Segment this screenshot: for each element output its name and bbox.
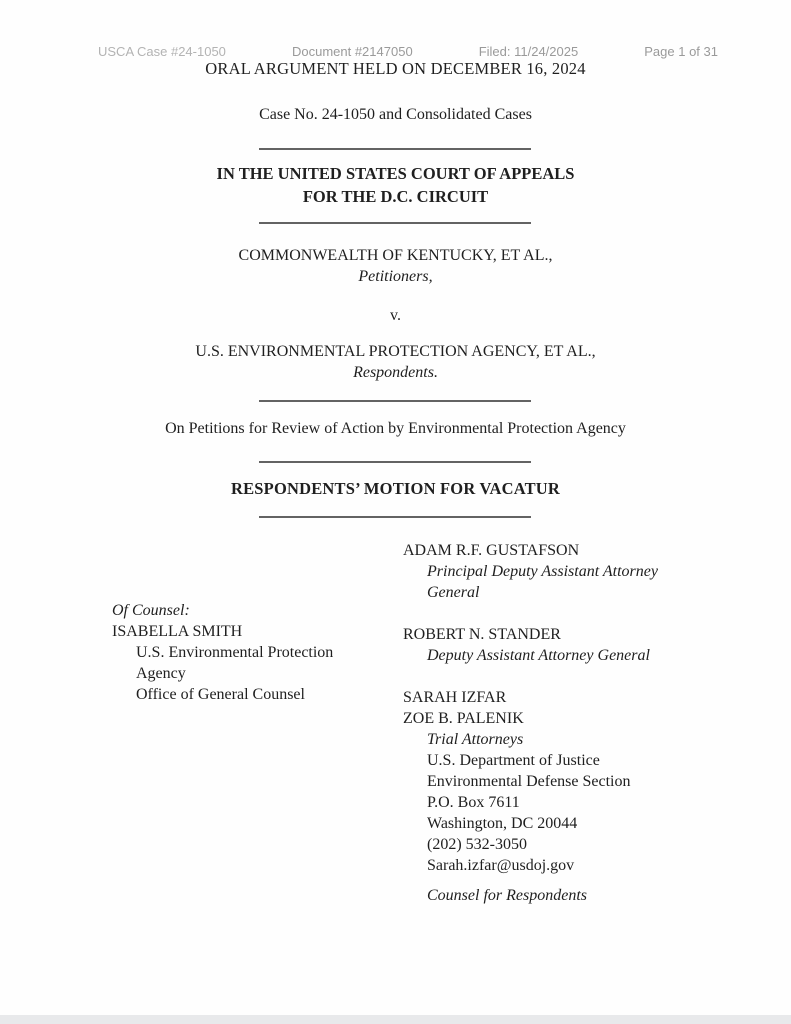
stamp-page-number: Page 1 of 31 (644, 44, 718, 59)
counsel-org: U.S. Department of Justice (427, 752, 600, 769)
spacer (403, 603, 713, 624)
of-counsel-block (112, 600, 392, 705)
spacer (403, 666, 713, 687)
of-counsel-attorney-name: ISABELLA SMITH (112, 623, 243, 640)
of-counsel-label: Of Counsel: (112, 602, 190, 619)
court-stamp-header (98, 44, 718, 59)
of-counsel-org-line3: Office of General Counsel (136, 686, 305, 703)
counsel-section: Environmental Defense Section (427, 773, 631, 790)
respondents-role: Respondents. (353, 364, 438, 381)
court-name-line1: IN THE UNITED STATES COURT OF APPEALS (216, 164, 575, 183)
divider-rule-3 (259, 400, 531, 402)
trial-attorneys-title: Trial Attorneys (427, 731, 524, 748)
scan-bottom-edge (0, 1015, 791, 1024)
counsel-address-line2: Washington, DC 20044 (427, 815, 578, 832)
divider-rule-4 (259, 461, 531, 463)
attorney1-title-line1: Principal Deputy Assistant Attorney (427, 563, 658, 580)
court-name (0, 162, 791, 208)
stamp-case-id: USCA Case #24-1050 (98, 44, 226, 59)
counsel-address-line1: P.O. Box 7611 (427, 794, 520, 811)
of-counsel-org-line2: Agency (136, 665, 186, 682)
attorney2-name: ROBERT N. STANDER (403, 626, 561, 643)
versus-marker: v. (390, 307, 401, 324)
divider-rule-1 (259, 148, 531, 150)
counsel-email: Sarah.izfar@usdoj.gov (427, 857, 575, 874)
motion-title: RESPONDENTS’ MOTION FOR VACATUR (230, 479, 561, 498)
divider-rule-5 (259, 516, 531, 518)
attorney1-name: ADAM R.F. GUSTAFSON (403, 542, 580, 559)
divider-rule-2 (259, 222, 531, 224)
attorney4-name: ZOE B. PALENIK (403, 710, 524, 727)
counsel-signature-line: Counsel for Respondents (427, 887, 587, 904)
counsel-block (403, 540, 713, 906)
petitioners-name: COMMONWEALTH OF KENTUCKY, ET AL., (238, 247, 553, 264)
petitioners-role: Petitioners, (358, 268, 433, 285)
court-name-line2: FOR THE D.C. CIRCUIT (302, 187, 489, 206)
oral-argument-notice: ORAL ARGUMENT HELD ON DECEMBER 16, 2024 (205, 59, 586, 78)
attorney2-title: Deputy Assistant Attorney General (427, 647, 650, 664)
stamp-filed-date: Filed: 11/24/2025 (478, 44, 579, 59)
counsel-phone: (202) 532-3050 (427, 836, 527, 853)
of-counsel-org-line1: U.S. Environmental Protection (136, 644, 334, 661)
case-number-line: Case No. 24-1050 and Consolidated Cases (259, 106, 532, 123)
attorney1-title-line2: General (427, 584, 480, 601)
respondents-name: U.S. ENVIRONMENTAL PROTECTION AGENCY, ET AL., (195, 343, 596, 360)
attorney3-name: SARAH IZFAR (403, 689, 507, 706)
review-description: On Petitions for Review of Action by Environmental Protection Agency (165, 420, 626, 437)
stamp-document-number: Document #2147050 (291, 44, 413, 59)
